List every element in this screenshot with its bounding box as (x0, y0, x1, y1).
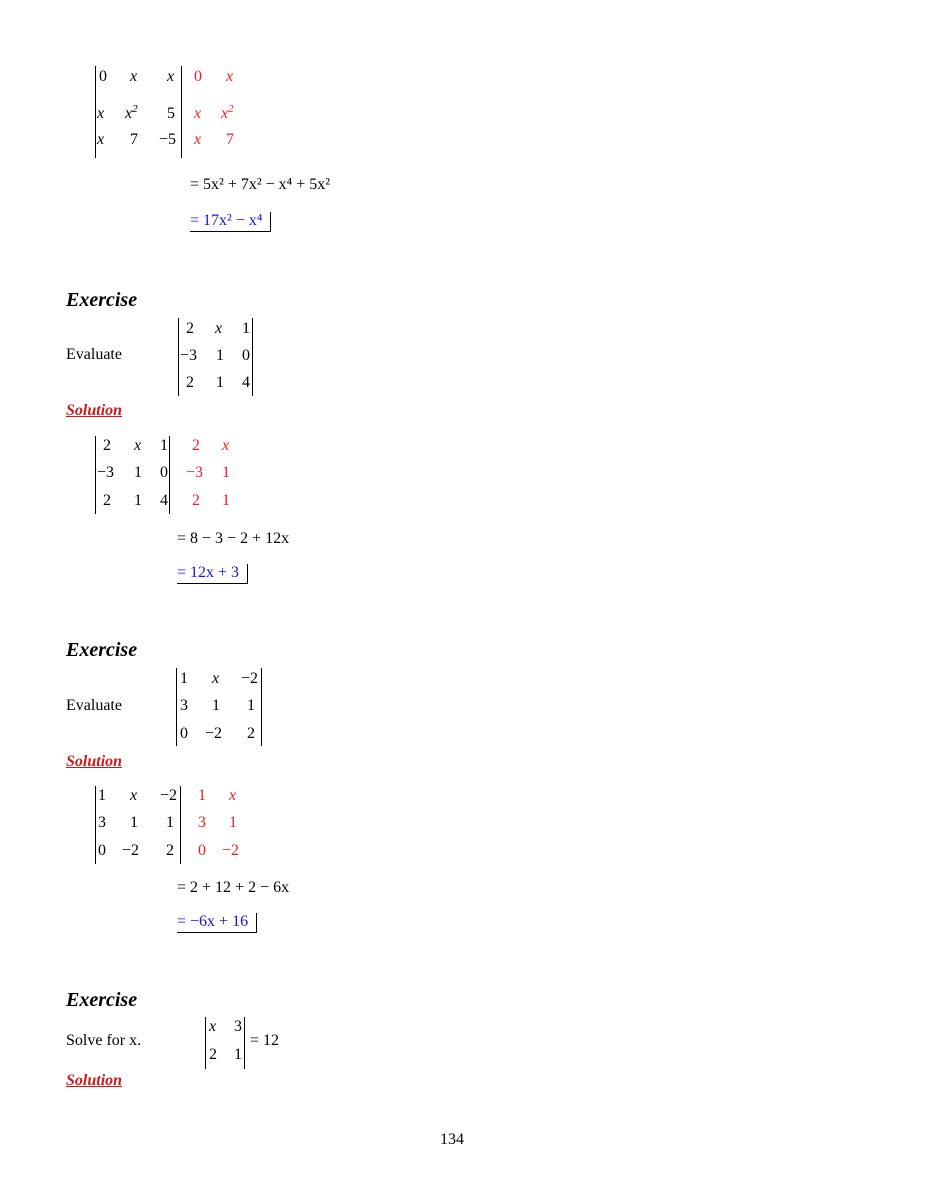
matrix-cell: 2 (247, 725, 255, 742)
result-line: = −6x + 16 (177, 913, 257, 933)
matrix-cell: 2 (166, 842, 174, 859)
exercise-prompt: Evaluate (66, 697, 122, 714)
augmented-cell: 0 (198, 842, 206, 859)
solution-label: Solution (66, 1072, 123, 1089)
matrix-cell: 0 (160, 464, 168, 481)
expansion-line: = 8 − 3 − 2 + 12x (177, 530, 290, 547)
augmented-cell: 7 (226, 131, 234, 148)
matrix-cell: 1 (247, 697, 255, 714)
matrix-cell: 7 (130, 131, 138, 148)
augmented-cell: 1 (198, 787, 206, 804)
matrix-cell: 3 (234, 1018, 242, 1035)
matrix-cell: 1 (134, 492, 142, 509)
matrix-cell: x (134, 437, 142, 454)
matrix-cell: 0 (242, 347, 250, 364)
matrix-cell: −2 (160, 787, 178, 804)
equation-rhs: = 12 (250, 1032, 280, 1049)
result-line: = 12x + 3 (177, 564, 248, 584)
solution-label: Solution (66, 402, 123, 419)
matrix-cell: 1 (134, 464, 142, 481)
matrix-cell: 0 (98, 842, 106, 859)
matrix-cell: 0 (180, 725, 188, 742)
exercise-title: Exercise (66, 289, 138, 311)
matrix-cell: 1 (216, 374, 224, 391)
matrix-cell: 5 (167, 105, 175, 122)
matrix-cell: −3 (180, 347, 198, 364)
matrix-cell: −2 (122, 842, 140, 859)
matrix-cell: 2 (103, 437, 111, 454)
matrix-cell: −5 (159, 131, 177, 148)
exercise-title: Exercise (66, 989, 138, 1011)
augmented-cell: 3 (198, 814, 206, 831)
exercise-title: Exercise (66, 639, 138, 661)
matrix-cell: x (130, 68, 138, 85)
matrix-cell: x (209, 1018, 217, 1035)
matrix-cell: 2 (209, 1046, 217, 1063)
matrix-cell: x (215, 320, 223, 337)
matrix-cell: 2 (186, 374, 194, 391)
augmented-cell: $x^2$ (221, 103, 234, 122)
matrix-cell: 1 (242, 320, 250, 337)
matrix-cell: $x^2$ (125, 103, 138, 122)
matrix-cell: 2 (186, 320, 194, 337)
matrix-cell: 1 (98, 787, 106, 804)
matrix-cell: 0 (99, 68, 107, 85)
matrix-cell: 3 (98, 814, 106, 831)
exercise-prompt: Evaluate (66, 346, 122, 363)
augmented-cell: 0 (194, 68, 202, 85)
matrix-cell: 1 (234, 1046, 242, 1063)
expansion-line: = 5x² + 7x² − x⁴ + 5x² (190, 176, 331, 193)
augmented-cell: −2 (222, 842, 240, 859)
augmented-cell: x (194, 105, 202, 122)
augmented-cell: −3 (186, 464, 204, 481)
augmented-cell: 1 (222, 492, 230, 509)
result-line: = 17x² − x⁴ (190, 212, 271, 232)
matrix-cell: −2 (205, 725, 223, 742)
page-number: 134 (440, 1131, 464, 1148)
solution-label: Solution (66, 753, 123, 770)
matrix-cell: 3 (180, 697, 188, 714)
matrix-cell: −2 (241, 670, 259, 687)
augmented-cell: 2 (192, 492, 200, 509)
matrix-cell: x (212, 670, 220, 687)
matrix-cell: 4 (242, 374, 250, 391)
matrix-cell: x (97, 131, 105, 148)
matrix-cell: x (167, 68, 175, 85)
matrix-cell: 2 (103, 492, 111, 509)
augmented-cell: 1 (229, 814, 237, 831)
matrix-cell: −3 (97, 464, 115, 481)
augmented-cell: 1 (222, 464, 230, 481)
matrix-cell: x (130, 787, 138, 804)
augmented-cell: x (226, 68, 234, 85)
matrix-cell: 1 (166, 814, 174, 831)
matrix-cell: 1 (212, 697, 220, 714)
augmented-cell: x (194, 131, 202, 148)
expansion-line: = 2 + 12 + 2 − 6x (177, 879, 290, 896)
matrix-cell: x (97, 105, 105, 122)
augmented-cell: x (229, 787, 237, 804)
matrix-cell: 1 (130, 814, 138, 831)
augmented-cell: 2 (192, 437, 200, 454)
augmented-cell: x (222, 437, 230, 454)
matrix-cell: 4 (160, 492, 168, 509)
matrix-cell: 1 (180, 670, 188, 687)
matrix-cell: 1 (160, 437, 168, 454)
exercise-prompt: Solve for x. (66, 1032, 142, 1049)
matrix-cell: 1 (216, 347, 224, 364)
